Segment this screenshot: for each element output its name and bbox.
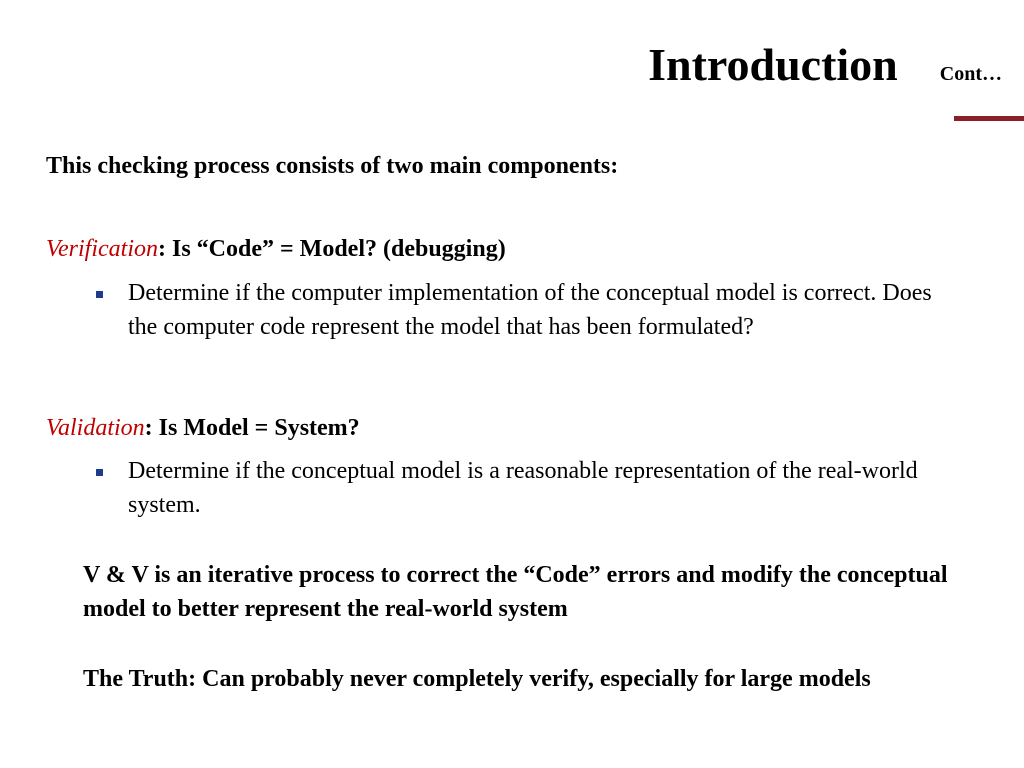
slide-title: Introduction — [648, 39, 898, 90]
validation-heading — [46, 415, 360, 442]
validation-bullet-text: Determine if the conceptual model is a reasonable representation of the real-world system. — [128, 458, 918, 518]
bullet-square-icon — [96, 469, 103, 476]
title-rule — [954, 116, 1024, 121]
slide-header — [648, 38, 1002, 91]
verification-bullet-text: Determine if the computer implementation of the conceptual model is correct. Does the computer code represent the model that has been formulated? — [128, 280, 932, 340]
validation-bullet — [96, 454, 956, 522]
validation-question: : Is Model = System? — [144, 415, 360, 441]
verification-bullet — [96, 276, 956, 344]
truth-note: The Truth: Can probably never completely verify, especially for large models — [83, 666, 871, 692]
bullet-square-icon — [96, 291, 103, 298]
verification-term: Verification — [46, 236, 158, 262]
slide-subtitle: Cont… — [939, 63, 1002, 85]
verification-heading — [46, 236, 506, 263]
validation-term: Validation — [46, 415, 145, 441]
verification-question: : Is “Code” = Model? (debugging) — [157, 236, 506, 262]
intro-text: This checking process consists of two main components: — [46, 153, 619, 179]
vv-note: V & V is an iterative process to correct the “Code” errors and modify the conceptual model to better represent the real-world system — [83, 562, 948, 622]
